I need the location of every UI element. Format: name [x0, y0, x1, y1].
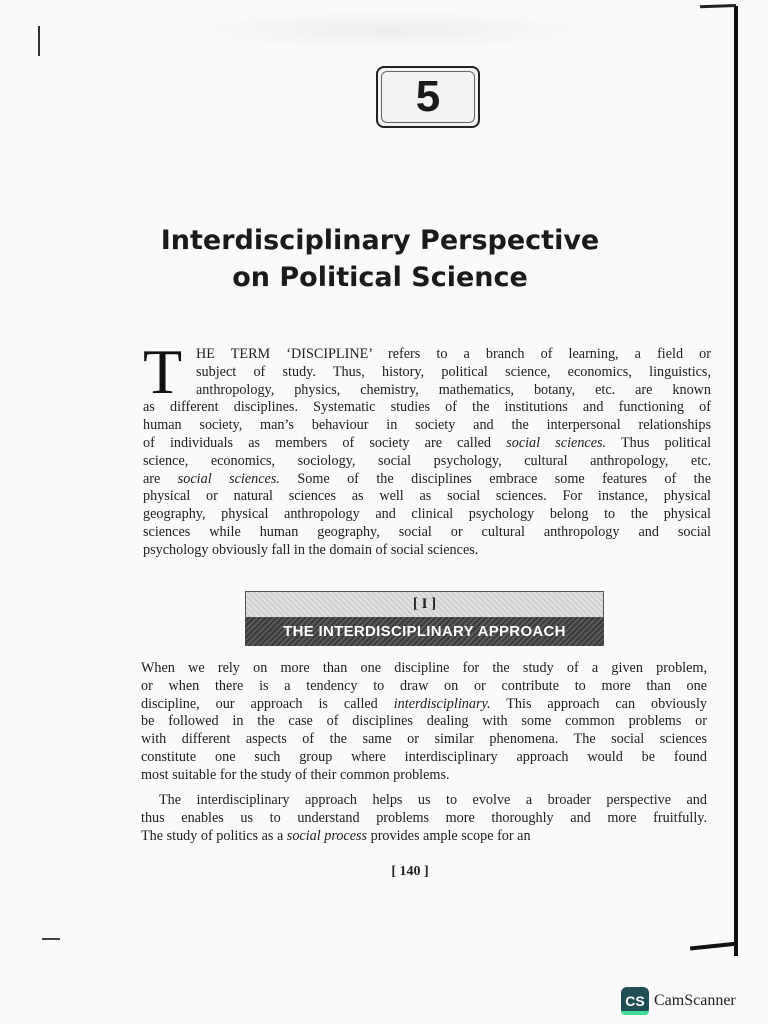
- paragraph-2: [141, 660, 707, 785]
- text-line: physical or natural sciences as well as social sciences. For instance, physical: [143, 488, 711, 505]
- text-line: with different aspects of the same or similar phenomena. The social sciences: [141, 731, 707, 748]
- text-line: of individuals as members of society are called social sciences. Thus political: [143, 434, 712, 451]
- text-line: constitute one such group where interdisciplinary approach would be found: [141, 748, 707, 765]
- page-edge-right: [734, 6, 738, 956]
- text-line: discipline, our approach is called interdisciplinary. This approach can obviously: [141, 695, 707, 712]
- chapter-number-box: [376, 66, 480, 128]
- text-line: or when there is a tendency to draw on or contribute to more than one: [141, 677, 707, 694]
- text-line: science, economics, sociology, social psychology, cultural anthropology, etc.: [143, 452, 711, 469]
- chapter-title: [150, 222, 610, 296]
- text-line: be followed in the case of disciplines dealing with some common problems or: [141, 713, 707, 730]
- section-header: [245, 591, 604, 646]
- camscanner-logo-icon: CS: [621, 987, 649, 1015]
- text-line: The study of politics as a social process provides ample scope for an: [141, 827, 531, 844]
- chapter-title-line-1: Interdisciplinary Perspective: [160, 225, 600, 256]
- drop-cap: T: [143, 336, 183, 407]
- text-line: The interdisciplinary approach helps us to evolve a broader perspective and: [159, 792, 707, 808]
- text-line: most suitable for the study of their common problems.: [141, 766, 450, 783]
- chapter-number: 5: [381, 71, 475, 123]
- text-line: subject of study. Thus, history, political science, economics, linguistics,: [196, 363, 711, 380]
- text-line: geography, physical anthropology and clinical psychology belong to the physical: [143, 506, 711, 523]
- scan-mark: [42, 938, 60, 940]
- text-line: sciences while human geography, social or cultural anthropology and social: [143, 523, 711, 540]
- text-line: thus enables us to understand problems more thoroughly and more fruitfully.: [141, 809, 707, 826]
- chapter-title-line-2: on Political Science: [232, 262, 528, 293]
- text-line: are social sciences. Some of the disciplines embrace some features of the: [143, 470, 711, 487]
- intro-paragraph: [143, 336, 712, 560]
- scan-smudge: [180, 10, 600, 50]
- scan-mark: [38, 26, 40, 56]
- text-line: psychology obviously fall in the domain of social sciences.: [143, 541, 479, 558]
- section-number: [ I ]: [245, 591, 604, 618]
- camscanner-label: CamScanner: [654, 992, 736, 1009]
- camscanner-watermark: [621, 987, 736, 1015]
- text-line: as different disciplines. Systematic studies of the institutions and functioning of: [143, 399, 711, 416]
- section-title: THE INTERDISCIPLINARY APPROACH: [245, 617, 604, 646]
- page-number: [ 140 ]: [391, 864, 429, 879]
- paragraph-3: [141, 792, 707, 845]
- text-line: anthropology, physics, chemistry, mathematics, botany, etc. are known: [196, 381, 711, 398]
- text-line: When we rely on more than one discipline for the study of a given problem,: [141, 660, 707, 676]
- text-line: HE TERM ‘DISCIPLINE’ refers to a branch of learning, a field or: [196, 346, 711, 362]
- text-line: human society, man’s behaviour in society and the interpersonal relationships: [143, 417, 711, 434]
